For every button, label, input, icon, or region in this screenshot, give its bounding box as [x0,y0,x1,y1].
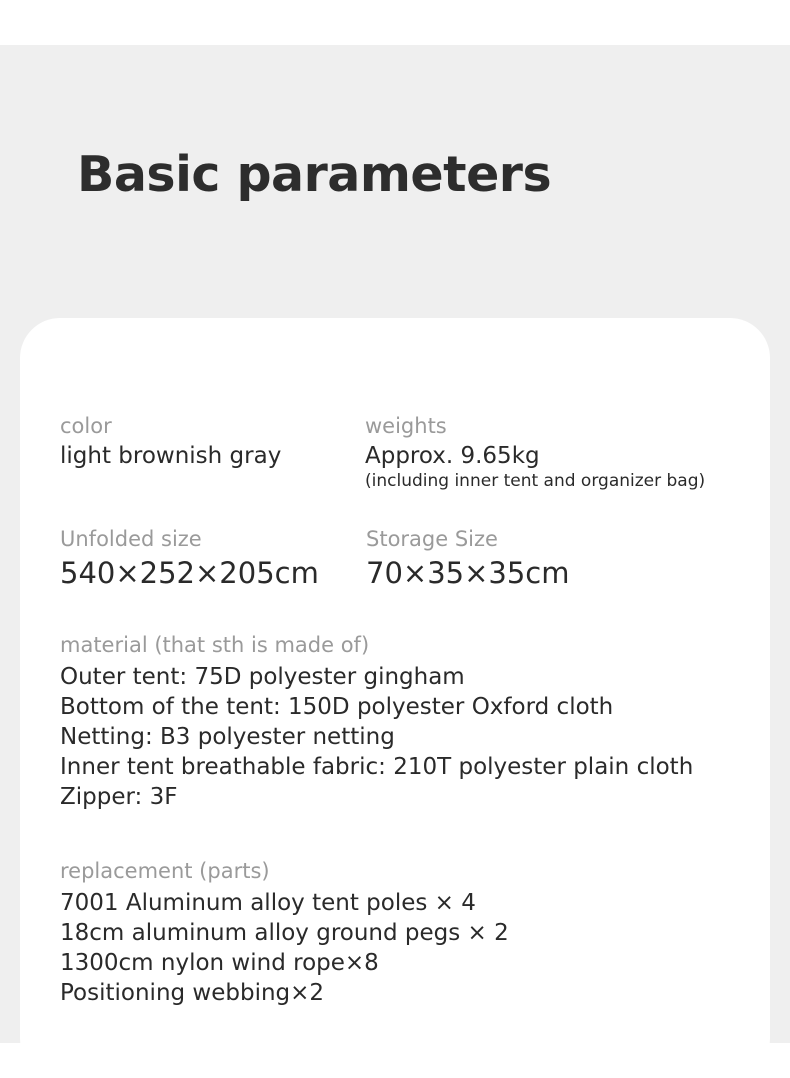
material-item: Bottom of the tent: 150D polyester Oxford cloth [60,694,614,720]
material-list [60,662,693,812]
replacement-label: replacement (parts) [60,859,270,883]
storage-size-value: 70×35×35cm [366,556,570,590]
parameters-card [20,318,770,1078]
color-label: color [60,414,112,438]
page-title: Basic parameters [77,146,552,203]
replacement-item: 18cm aluminum alloy ground pegs × 2 [60,920,509,946]
storage-size-label: Storage Size [366,527,498,551]
material-item: Zipper: 3F [60,784,178,810]
weights-note: (including inner tent and organizer bag) [365,471,706,491]
replacement-list [60,888,509,1008]
unfolded-size-label: Unfolded size [60,527,202,551]
weights-value: Approx. 9.65kg [365,443,540,469]
replacement-item: 7001 Aluminum alloy tent poles × 4 [60,890,476,916]
replacement-item: Positioning webbing×2 [60,980,325,1006]
color-value: light brownish gray [60,443,282,469]
material-label: material (that sth is made of) [60,633,370,657]
weights-label: weights [365,414,447,438]
material-item: Inner tent breathable fabric: 210T polyester plain cloth [60,754,694,780]
material-item: Outer tent: 75D polyester gingham [60,664,465,690]
replacement-item: 1300cm nylon wind rope×8 [60,950,379,976]
material-item: Netting: B3 polyester netting [60,724,395,750]
unfolded-size-value: 540×252×205cm [60,556,319,590]
